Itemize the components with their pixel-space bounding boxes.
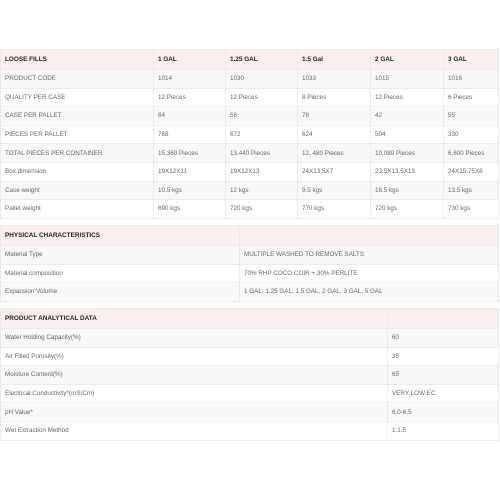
table-cell: 12, 480 Pieces — [298, 144, 371, 163]
column-header: 3 GAL — [444, 50, 499, 70]
table-cell: 19X12X13 — [226, 162, 298, 181]
table-cell: 16.5 kgs — [371, 181, 444, 200]
row-label: PIECES PER PALLET — [1, 125, 154, 144]
table-row — [1, 125, 499, 144]
physical-characteristics-table — [0, 225, 499, 302]
section-header-row — [1, 226, 499, 246]
table-cell: 330 — [444, 125, 499, 144]
table-cell: 10.5 kgs — [154, 181, 226, 200]
loose-fills-body — [1, 50, 499, 219]
row-label: Material composition — [1, 264, 240, 283]
table-cell: 55 — [444, 107, 499, 126]
table-row — [1, 200, 499, 219]
table-cell: 15,360 Pieces — [154, 144, 226, 163]
table-header-row — [1, 50, 499, 70]
section-header-blank — [388, 309, 499, 329]
row-label: Box dimension — [1, 162, 154, 181]
table-cell: 730 kgs — [444, 200, 499, 219]
table-cell: 1:1.5 — [388, 421, 499, 440]
product-analytical-body — [1, 309, 499, 441]
table-cell: 8 Pieces — [298, 88, 371, 107]
physical-characteristics-body — [1, 226, 499, 302]
section-title: PHYSICAL CHARACTERISTICS — [1, 226, 240, 246]
column-header: 2 GAL — [371, 50, 444, 70]
table-cell: 13.5 kgs — [444, 181, 499, 200]
table-row — [1, 366, 499, 385]
table-cell: 1033 — [298, 70, 371, 89]
table-cell: 12 Pieces — [371, 88, 444, 107]
row-label: Expansion Volume — [1, 283, 240, 302]
table-cell: 720 kgs — [371, 200, 444, 219]
table-cell: 6 Pieces — [444, 88, 499, 107]
row-label: TOTAL PIECES PER CONTAINER — [1, 144, 154, 163]
table-cell: 770 kgs — [298, 200, 371, 219]
product-analytical-table — [0, 308, 499, 441]
table-row — [1, 107, 499, 126]
table-row — [1, 144, 499, 163]
section-title: PRODUCT ANALYTICAL DATA — [1, 309, 388, 329]
table-cell: 24X13.5X7 — [298, 162, 371, 181]
row-label: Electrical Conductivity*(mS/Cm) — [1, 384, 388, 403]
table-row — [1, 70, 499, 89]
table-cell: 768 — [154, 125, 226, 144]
table-row — [1, 246, 499, 265]
column-header: 1 GAL — [154, 50, 226, 70]
table-row — [1, 162, 499, 181]
section-header-row — [1, 309, 499, 329]
table-cell: 35 — [388, 347, 499, 366]
table-row — [1, 283, 499, 302]
table-cell: 504 — [371, 125, 444, 144]
table-row — [1, 264, 499, 283]
table-cell: 42 — [371, 107, 444, 126]
section-header-blank — [240, 226, 499, 246]
table-cell: 12 Pieces — [226, 88, 298, 107]
column-header: 1.25 GAL — [226, 50, 298, 70]
row-label: Air Filled Porosity(%) — [1, 347, 388, 366]
row-label: Pallet weight — [1, 200, 154, 219]
table-cell: 1030 — [226, 70, 298, 89]
table-cell: 6.0-6.5 — [388, 403, 499, 422]
row-label: CASE PER PALLET — [1, 107, 154, 126]
table-cell: 60 — [388, 329, 499, 348]
table-row — [1, 403, 499, 422]
table-cell: 24X15.75X8 — [444, 162, 499, 181]
table-cell: MULTIPLE WASHED TO REMOVE SALTS — [240, 246, 499, 265]
table-cell: 23.5X13.5X13 — [371, 162, 444, 181]
table-row — [1, 329, 499, 348]
loose-fills-table — [0, 49, 499, 219]
table-cell: 1016 — [444, 70, 499, 89]
table-cell: 624 — [298, 125, 371, 144]
table-cell: 690 kgs — [154, 200, 226, 219]
row-label: PRODUCT CODE — [1, 70, 154, 89]
table-cell: 70% RHP COCO COIR + 30% PERLITE — [240, 264, 499, 283]
row-label: Water Holding Capacity(%) — [1, 329, 388, 348]
column-header: 1.5 Gal — [298, 50, 371, 70]
row-label: Material Type — [1, 246, 240, 265]
table-cell: 65 — [388, 366, 499, 385]
table-cell: 10,080 Pieces — [371, 144, 444, 163]
table-cell: 672 — [226, 125, 298, 144]
table-cell: 12 Pieces — [154, 88, 226, 107]
row-label: Moisture Content(%) — [1, 366, 388, 385]
table-row — [1, 181, 499, 200]
table-cell: 19X12X11 — [154, 162, 226, 181]
table-cell: 56 — [226, 107, 298, 126]
table-cell: 720 kgs — [226, 200, 298, 219]
table-cell: 1 GAL, 1.25 GAL, 1.5 GAL, 2 GAL, 3 GAL, 5 GAL — [240, 283, 499, 302]
table-cell: 9.5 kgs — [298, 181, 371, 200]
table-row — [1, 384, 499, 403]
row-label: Case weight — [1, 181, 154, 200]
table-cell: 1014 — [154, 70, 226, 89]
row-label: Wet Extraction Method — [1, 421, 388, 440]
table-row — [1, 347, 499, 366]
table-cell: 13,440 Pieces — [226, 144, 298, 163]
table-row — [1, 88, 499, 107]
row-label: pH Value* — [1, 403, 388, 422]
table-cell: 1015 — [371, 70, 444, 89]
table-cell: VERY LOW EC — [388, 384, 499, 403]
row-label: QUALITY PER CASE — [1, 88, 154, 107]
table-row — [1, 421, 499, 440]
table-cell: 64 — [154, 107, 226, 126]
table-cell: 12 kgs — [226, 181, 298, 200]
table-cell: 6,600 Pieces — [444, 144, 499, 163]
table-cell: 78 — [298, 107, 371, 126]
column-header: LOOSE FILLS — [1, 50, 154, 70]
